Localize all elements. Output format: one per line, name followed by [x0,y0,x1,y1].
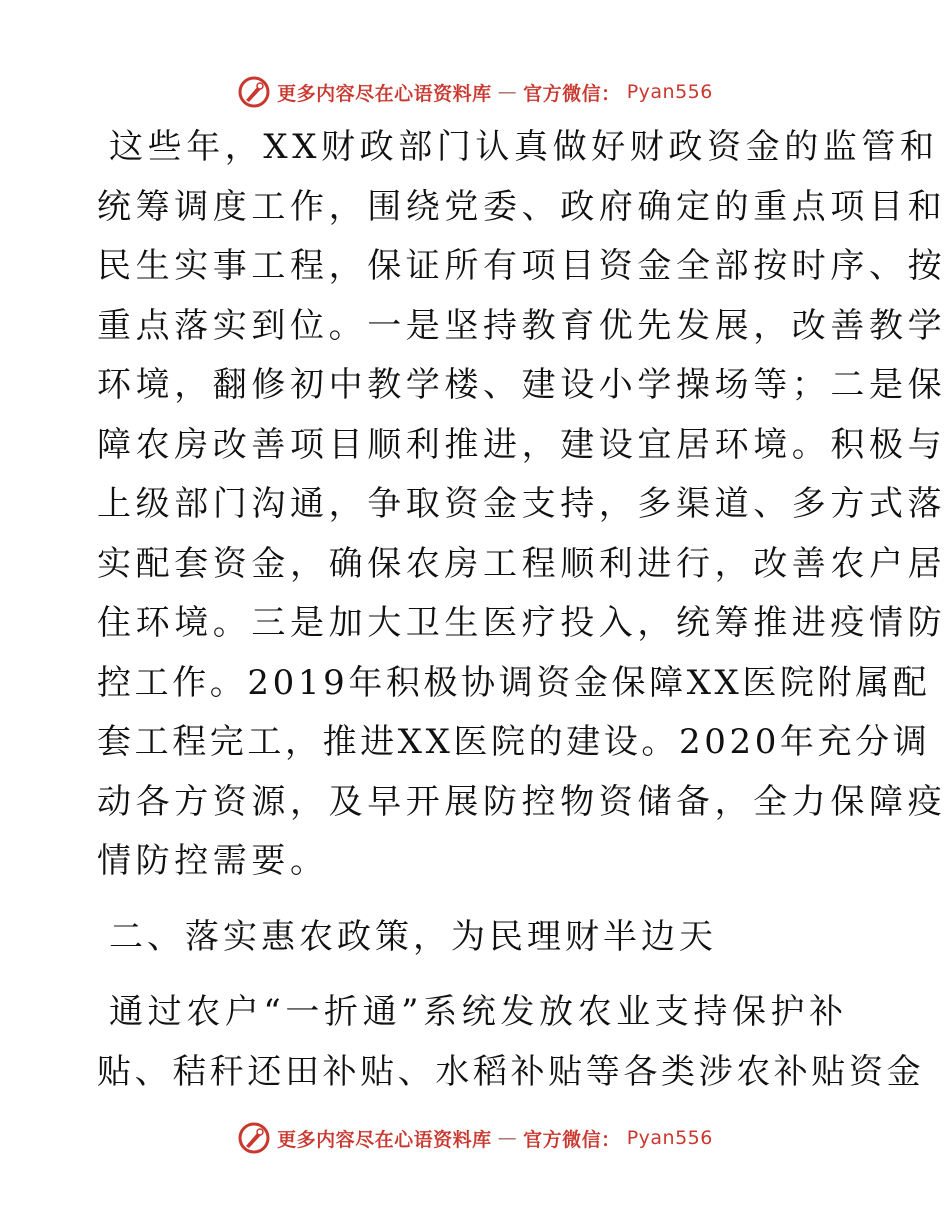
text-line: 控工作。2019年积极协调资金保障XX医院附属配 [97,662,931,703]
document-body [97,118,947,1102]
watermark-main-text: 更多内容尽在心语资料库 [277,82,492,105]
text-line: 重点落实到位。一是坚持教育优先发展，改善教学 [97,305,947,346]
text-line: 情防控需要。 [97,841,329,881]
watermark-separator: — [497,81,518,103]
text-line: 套工程完工，推进XX医院的建设。2020年充分调 [97,722,931,762]
watermark-separator: — [497,1127,518,1149]
text-line: 这些年，XX财政部门认真做好财政资金的监管和 [109,127,939,167]
section-heading: 二、落实惠农政策，为民理财半边天 [109,916,717,957]
watermark-official-label: 官方微信： [523,1128,621,1151]
text-line: 实配套资金，确保农房工程顺利进行，改善农户居 [97,543,947,584]
text-line: 民生实事工程，保证所有项目资金全部按时序、按 [97,246,947,286]
text-line: 环境，翻修初中教学楼、建设小学操场等；二是保 [97,365,947,405]
text-line: 统筹调度工作，围绕党委、政府确定的重点项目和 [97,186,947,227]
text-line: 上级部门沟通，争取资金支持，多渠道、多方式落 [97,484,947,524]
header-watermark [0,72,950,112]
text-line: 障农房改善项目顺利推进，建设宜居环境。积极与 [97,424,947,465]
seal-logo-icon [237,1121,271,1155]
watermark-wechat-id: Pyan556 [626,81,713,103]
text-line: 通过农户“一折通”系统发放农业支持保护补 [109,992,848,1032]
paragraph-2 [97,983,925,1102]
text-line: 动各方资源，及早开展防控物资储备，全力保障疫 [97,781,947,822]
paragraph-1 [97,118,947,892]
watermark-official-label: 官方微信： [523,82,621,105]
seal-logo-icon [237,75,271,109]
text-line: 住环境。三是加大卫生医疗投入，统筹推进疫情防 [97,603,947,643]
watermark-wechat-id: Pyan556 [626,1127,713,1149]
watermark-main-text: 更多内容尽在心语资料库 [277,1128,492,1151]
footer-watermark [0,1118,950,1158]
text-line: 贴、秸秆还田补贴、水稻补贴等各类涉农补贴资金 [97,1051,925,1092]
